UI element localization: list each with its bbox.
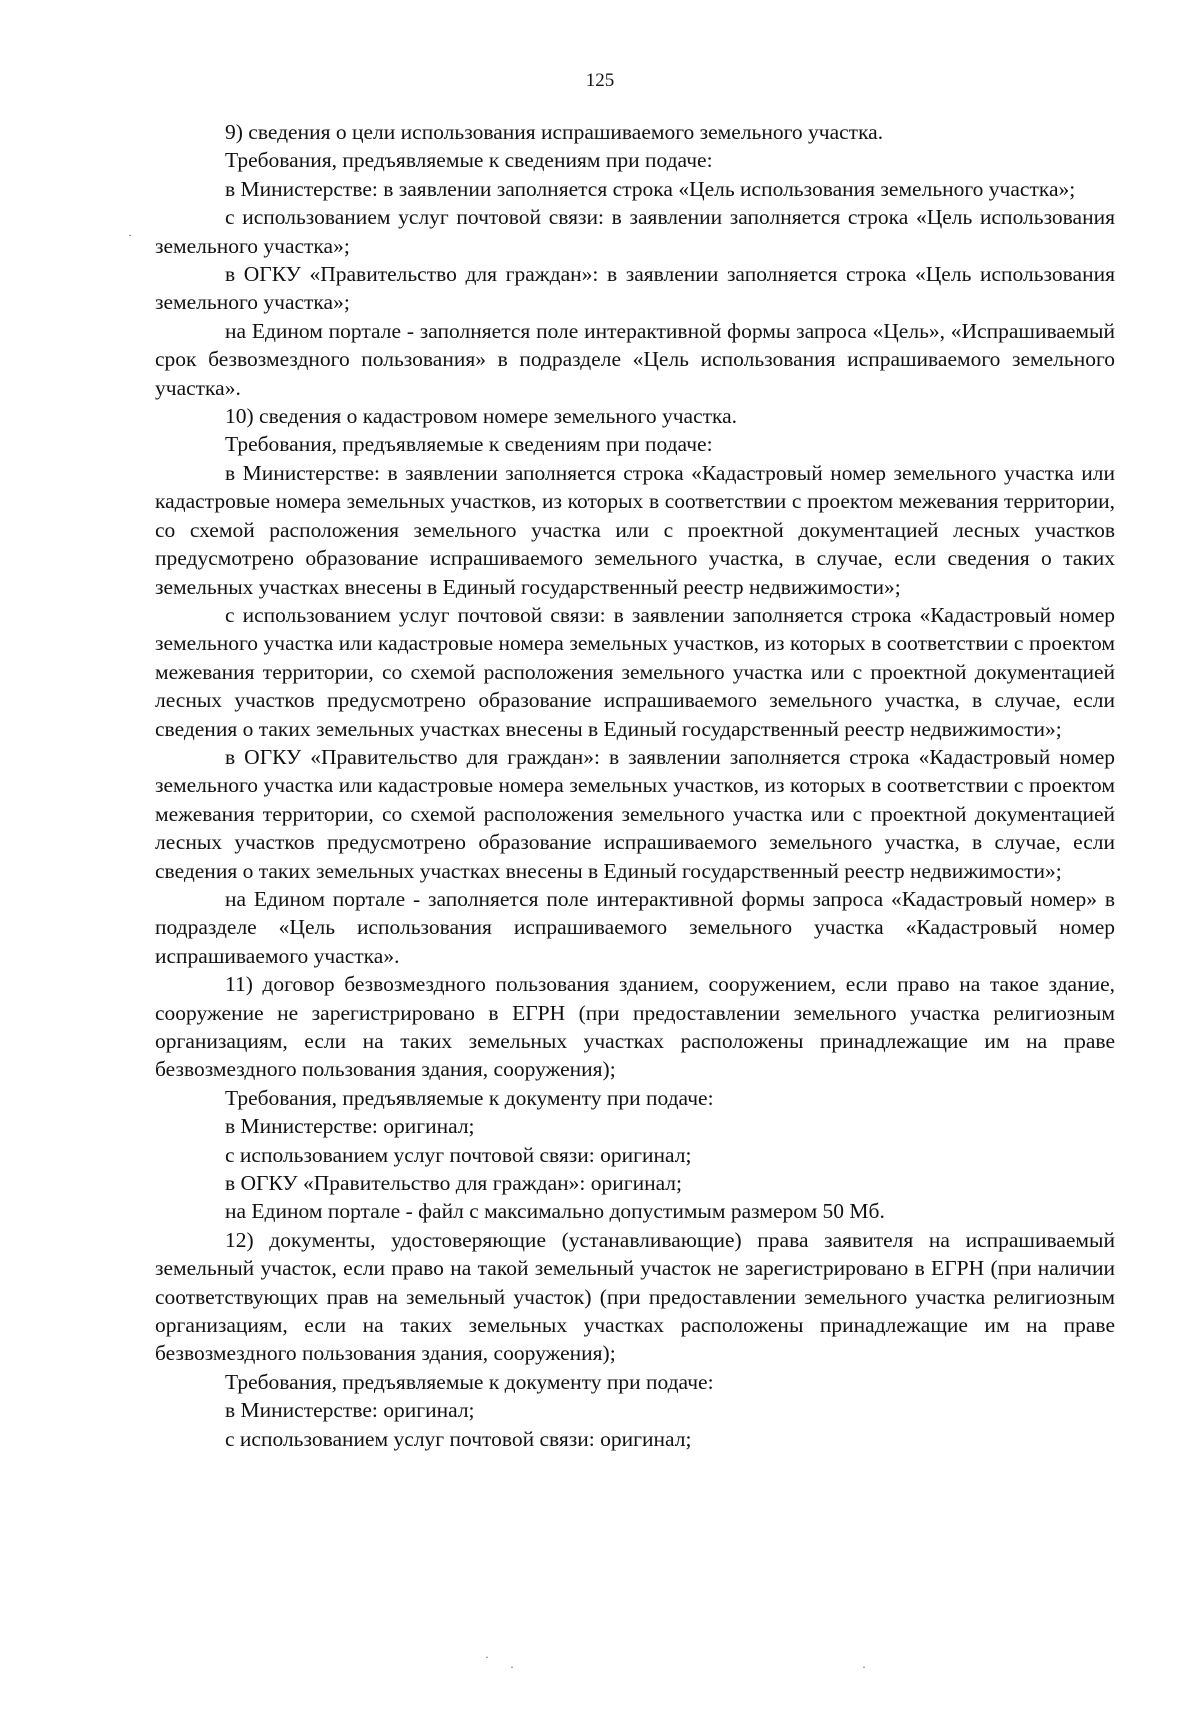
paragraph-requirements: Требования, предъявляемые к документу при подаче: — [225, 1369, 714, 1394]
paragraph-requirements: Требования, предъявляемые к сведениям при подаче: — [225, 432, 713, 457]
page-number: 125 — [585, 70, 615, 91]
paragraph-requirements: Требования, предъявляемые к сведениям при подаче: — [225, 148, 713, 173]
paragraph-item-9: 9) сведения о цели использования испрашиваемого земельного участка. — [225, 120, 884, 144]
paragraph-item-11: 11) договор безвозмездного пользования зданием, сооружением, если право на такое здание, сооружение не зарегистрировано в ЕГРН (при предоставлении земельного участка религиозным организациям, если на таких земельных участках расположены принадлежащие им на праве безвозмездного пользования здания, сооружения); — [155, 972, 1115, 1082]
paragraph-ogku: в ОГКУ «Правительство для граждан»: в заявлении заполняется строка «Цель использования земельного участка»; — [155, 262, 1115, 315]
paragraph-requirements: Требования, предъявляемые к документу при подаче: — [225, 1085, 714, 1110]
scan-speck: · — [510, 1660, 514, 1674]
paragraph-ministry: в Министерстве: оригинал; — [225, 1398, 475, 1423]
scan-speck: · — [128, 228, 132, 242]
scan-speck: · — [485, 1650, 489, 1664]
paragraph-postal: с использованием услуг почтовой связи: оригинал; — [225, 1142, 692, 1167]
paragraph-ogku: в ОГКУ «Правительство для граждан»: в заявлении заполняется строка «Кадастровый номер земельного участка или кадастровые номера земельных участков, из которых в соответствии с проектом межевания территории, со схемой расположения земельного участка или с проектной документацией лесных участков предусмотрено образование испрашиваемого земельного участка, в случае, если сведения о таких земельных участках внесены в Единый государственный реестр недвижимости»; — [155, 744, 1115, 883]
paragraph-item-12: 12) документы, удостоверяющие (устанавливающие) права заявителя на испрашиваемый земельный участок, если право на такой земельный участок не зарегистрировано в ЕГРН (при наличии соответствующих прав на земельный участок) (при предоставлении земельного участка религиозным организациям, если на таких земельных участках расположены принадлежащие им на праве безвозмездного пользования здания, сооружения); — [155, 1227, 1115, 1366]
paragraph-portal: на Едином портале - заполняется поле интерактивной формы запроса «Кадастровый номер» в подразделе «Цель использования испрашиваемого земельного участка «Кадастровый номер испрашиваемого участка». — [155, 886, 1115, 968]
paragraph-portal: на Едином портале - файл с максимально допустимым размером 50 Мб. — [225, 1199, 885, 1224]
paragraph-portal: на Едином портале - заполняется поле интерактивной формы запроса «Цель», «Испрашиваемый срок безвозмездного пользования» в подразделе «Цель использования испрашиваемого земельного участка». — [155, 318, 1115, 400]
paragraph-item-10: 10) сведения о кадастровом номере земельного участка. — [225, 404, 738, 429]
paragraph-ministry: в Министерстве: оригинал; — [225, 1114, 475, 1139]
paragraph-postal: с использованием услуг почтовой связи: в заявлении заполняется строка «Кадастровый номер земельного участка или кадастровые номера земельных участков, из которых в соответствии с проектом межевания территории, со схемой расположения земельного участка или с проектной документацией лесных участков предусмотрено образование испрашиваемого земельного участка, в случае, если сведения о таких земельных участках внесены в Единый государственный реестр недвижимости»; — [155, 602, 1115, 741]
paragraph-ogku: в ОГКУ «Правительство для граждан»: оригинал; — [225, 1171, 683, 1196]
scan-speck: · — [862, 1660, 866, 1674]
paragraph-postal: с использованием услуг почтовой связи: оригинал; — [225, 1426, 692, 1451]
document-body — [155, 118, 1115, 1453]
paragraph-postal: с использованием услуг почтовой связи: в заявлении заполняется строка «Цель использования земельного участка»; — [155, 205, 1115, 258]
paragraph-ministry: в Министерстве: в заявлении заполняется строка «Цель использования земельного участка»; — [225, 176, 1076, 201]
paragraph-ministry: в Министерстве: в заявлении заполняется строка «Кадастровый номер земельного участка или кадастровые номера земельных участков, из которых в соответствии с проектом межевания территории, со схемой расположения земельного участка или с проектной документацией лесных участков предусмотрено образование испрашиваемого земельного участка, в случае, если сведения о таких земельных участках внесены в Единый государственный реестр недвижимости»; — [155, 460, 1115, 599]
